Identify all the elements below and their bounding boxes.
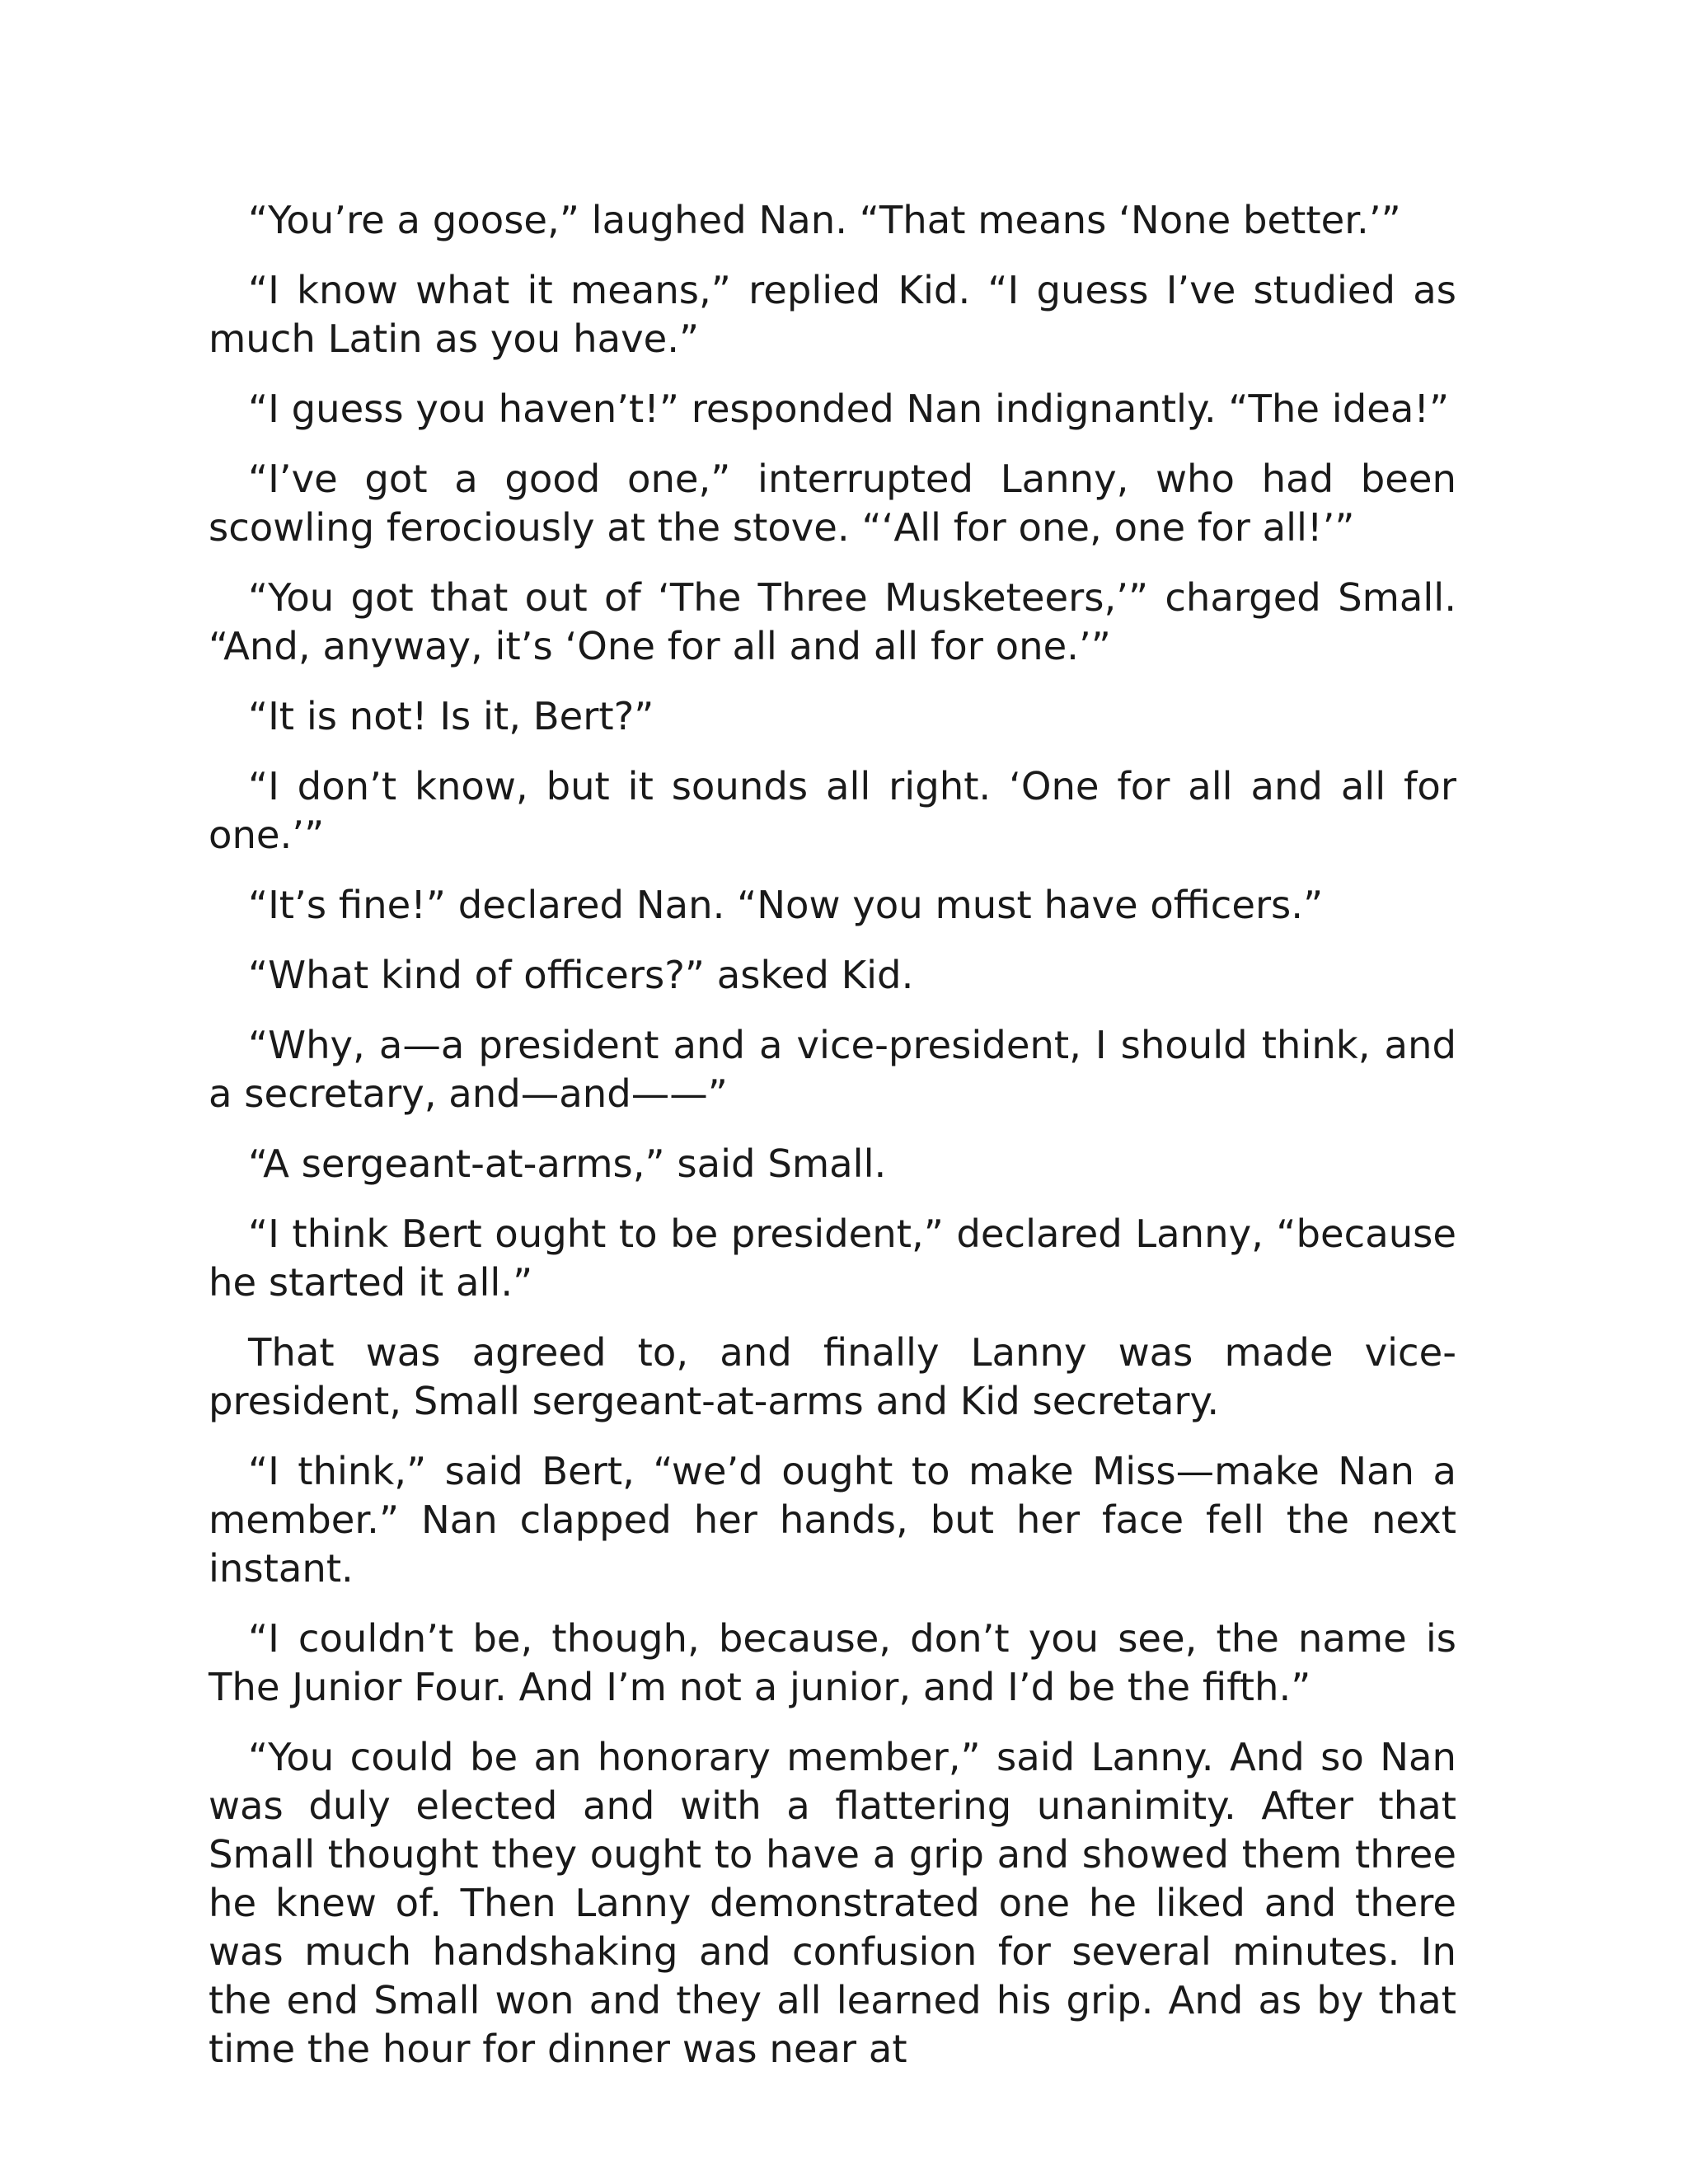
paragraph: “You could be an honorary member,” said Lanny. And so Nan was duly elected and with a flattering unanimity. After that Small thought they ought to have a grip and showed them three he knew of. Then Lanny demonstrated one he liked and there was much handshaking and confusion for several minutes. In the end Small won and they all learned his grip. And as by that time the hour for dinner was near at: [209, 1735, 1456, 2071]
paragraph: “I couldn’t be, though, because, don’t you see, the name is The Junior Four. And I’m not a junior, and I’d be the fifth.”: [209, 1616, 1456, 1709]
paragraph: “I’ve got a good one,” interrupted Lanny, who had been scowling ferociously at the stove. “‘All for one, one for all!’”: [209, 457, 1456, 550]
paragraph: “You got that out of ‘The Three Musketeers,’” charged Small. “And, anyway, it’s ‘One for all and all for one.’”: [209, 575, 1456, 668]
paragraph: “You’re a goose,” laughed Nan. “That means ‘None better.’”: [248, 198, 1401, 242]
paragraph: “I think Bert ought to be president,” declared Lanny, “because he started it all.”: [209, 1212, 1456, 1305]
paragraph: “Why, a—a president and a vice-president, I should think, and a secretary, and—and——”: [209, 1023, 1456, 1116]
paragraph: “I think,” said Bert, “we’d ought to make Miss—make Nan a member.” Nan clapped her hands, but her face fell the next instant.: [209, 1449, 1456, 1591]
paragraph: That was agreed to, and finally Lanny was made vice-president, Small sergeant-at-arms and Kid secretary.: [209, 1330, 1456, 1423]
paragraph: “I know what it means,” replied Kid. “I guess I’ve studied as much Latin as you have.”: [209, 268, 1456, 361]
paragraph: “What kind of officers?” asked Kid.: [248, 953, 914, 997]
paragraph: “I guess you haven’t!” responded Nan indignantly. “The idea!”: [248, 387, 1450, 431]
paragraph: “A sergeant-at-arms,” said Small.: [248, 1141, 887, 1186]
page-body: [209, 196, 1456, 2074]
paragraph: “I don’t know, but it sounds all right. ‘One for all and all for one.’”: [209, 764, 1456, 857]
paragraph: “It’s fine!” declared Nan. “Now you must have officers.”: [248, 883, 1324, 927]
paragraph: “It is not! Is it, Bert?”: [248, 694, 654, 738]
